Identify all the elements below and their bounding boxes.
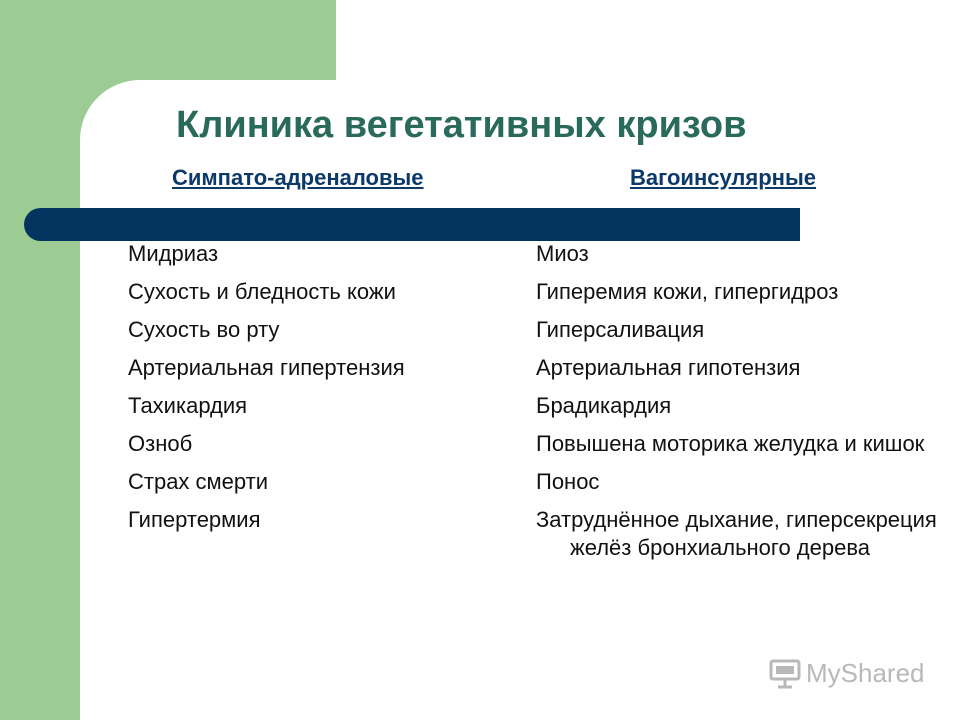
list-item: Понос	[536, 469, 600, 494]
left-column-heading: Симпато-адреналовые	[172, 165, 424, 190]
left-symptom-list	[128, 240, 508, 544]
list-item: Повышена моторика желудка и кишок	[536, 431, 925, 456]
list-item: Гиперсаливация	[536, 317, 705, 342]
list-item: Миоз	[536, 241, 589, 266]
list-item: Гиперемия кожи, гипергидроз	[536, 279, 839, 304]
right-symptom-list	[536, 240, 946, 572]
decor-green-left	[0, 0, 80, 720]
watermark	[768, 656, 925, 690]
presentation-icon	[768, 656, 802, 690]
list-item: Затруднённое дыхание, гиперсекреция желёз бронхиального дерева	[536, 507, 937, 560]
decor-green-top	[80, 0, 336, 80]
slide-title: Клиника вегетативных кризов	[176, 104, 747, 146]
right-column-heading: Вагоинсулярные	[630, 165, 816, 190]
list-item: Сухость во рту	[128, 317, 280, 342]
list-item: Страх смерти	[128, 469, 269, 494]
list-item: Тахикардия	[128, 393, 248, 418]
list-item: Артериальная гипотензия	[536, 355, 801, 380]
divider-bar	[24, 208, 800, 241]
list-item: Сухость и бледность кожи	[128, 279, 396, 304]
watermark-text: MyShared	[806, 657, 925, 688]
list-item: Брадикардия	[536, 393, 672, 418]
list-item: Озноб	[128, 431, 193, 456]
list-item: Гипертермия	[128, 507, 261, 532]
list-item: Артериальная гипертензия	[128, 355, 405, 380]
list-item: Мидриаз	[128, 241, 219, 266]
